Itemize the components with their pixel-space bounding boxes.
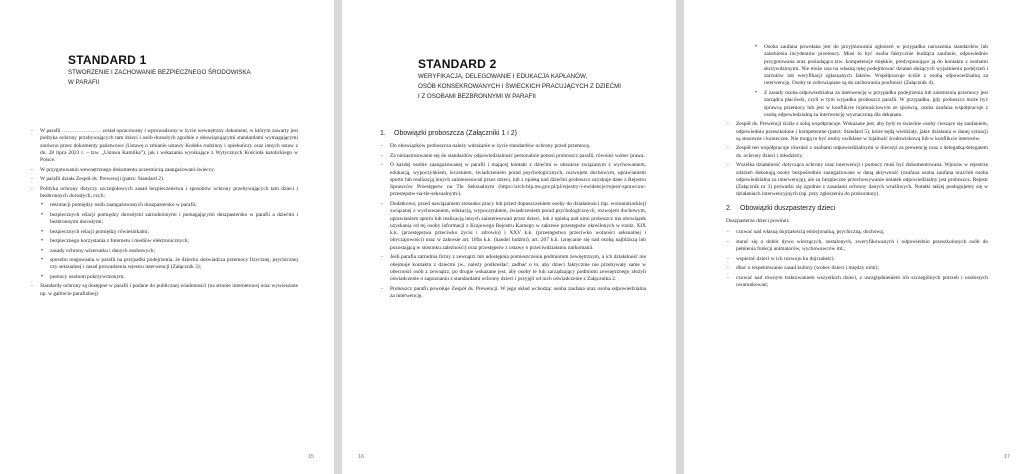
document-page (684, 0, 1024, 474)
bullet-item: • rekrutacji pomiędzy osób zaangażowanych duszpastersko w parafii; (40, 202, 298, 209)
list-item: - czuwać nad równym traktowaniem wszystkich dzieci, z uwzględnieniem ich szczególnych potrzeb i osobistych uwarunkowań; (726, 275, 988, 290)
bullet-item: • zasady ochrony wizerunku i danych osobowych; (40, 248, 298, 255)
list-item: - Standardy ochrony są dostępne w parafii i podane do publicznej wiadomości (na stronie internetowej oraz wywieszone np. w gablocie parafialnej). (30, 283, 298, 298)
list-item: - W parafii działa Zespół ds. Prewencji (patrz: Standard 2). (30, 176, 298, 183)
page-body (30, 128, 298, 300)
page-body (380, 130, 646, 302)
section-heading: 2. Obowiązki duszpasterzy dzieci (726, 204, 836, 212)
standard-title: STANDARD 1 (68, 53, 147, 67)
standard-subtitle: STWORZENIE I ZACHOWANIE BEZPIECZNEGO ŚRODOWISKA W PARAFII (68, 69, 251, 86)
page-number: 16 (358, 454, 365, 460)
bullet-item: • bezpiecznych relacji pomiędzy rówieśnikami; (40, 229, 298, 236)
bullet-item: • sposobu reagowania w parafii na przypadki podejrzenia, że dziecko doświadcza przemocy fizycznej, psychicznej czy seksualnej i zasad prowadzenia rejestru interwencji (Załącznik 3); (40, 257, 298, 272)
standard-subtitle: WERYFIKACJA, DELEGOWANIE I EDUKACJA KAPŁANÓW, OSÓB KONSEKROWANYCH I ŚWIECKICH PRACUJĄCYCH Z DZIEĆMI I Z OSOBAMI BEZBRONNYMI W PARAFII (418, 73, 621, 100)
page-number: 15 (307, 454, 314, 460)
list-item: - Proboszcz parafii powołuje Zespół ds. Prewencji. W jego skład wchodzą: osoba zaufana oraz osoba odpowiedzialna za interwencję. (380, 286, 646, 301)
list-item: - dbać o respektowanie zasad kultury (wobec dzieci i między nimi); (726, 265, 988, 272)
list-item: - Polityka ochrony dotyczy szczegółowych zasad bezpieczeństwa i sposobów ochrony przebywających tam dzieci i bezbronnych dorosłych, czyli: (30, 186, 298, 201)
list-item: - czuwać nad własną dojrzałością emocjonalną, psychiczną, duchową; (726, 229, 988, 236)
bullet-item: • pomocy osobom pokrzywdzonym. (40, 274, 298, 281)
list-item: - Wszelka działalność dotycząca ochrony oraz interwencji i pomocy musi być dokumentowana. Wpisów w rejestrze zdarzeń dokonują osoby bezpośrednio zaangażowane w daną aktywność (zaufana osoba zaufana oraz/lub osoba odpowiedzialna za interwencję), ale za bezpieczne przechowywanie notatek odpowiedzialny jest proboszcz. Rejestr (Załącznik nr 3) prowadzi się zgodnie z zasadami ochrony danych wrażliwych. Notatki takiej posługujemy się w działaniach interwencyjnych (np. przy zgłoszeniu do prokuratury). (726, 162, 988, 198)
list-item: - wspierać dzieci w ich rozwoju ku dojrzałości; (726, 256, 988, 263)
section-heading: 1. Obowiązki proboszcza (Załączniki 1 i 2) (380, 130, 517, 137)
list-item: - Dodatkowo, przed nawiązaniem stosunku pracy lub przed dopuszczeniem osoby do działalności (np. wolontariackiej) związanej z wychowaniem, edukacją, wypoczynkiem, świadczeniem porad psychologicznych, rozwojem duchowym, uprawianiem sportu lub realizacją innych zainteresowań przez dzieci, lub z opieką nad nimi proboszcz ma obowiązek uzyskania od tej osoby informacji z Krajowego Rejestru Karnego w zakresie przestępstw określonych w rozdz. XIX k.k. (przestępstwa przeciwko życiu i zdrowiu) i XXV k.k. (przestępstwa przeciwko wolności seksualnej i obyczajowości) oraz w zakresie art. 189a k.k. (handel ludźmi), art. 207 k.k. (znęcanie się nad osobą najbliższą lub pozostającą w stosunku zależności) oraz przestępstw z ustawy o przeciwdziałaniu narkomanii. (380, 201, 646, 252)
list-item: - Jeśli parafia zatrudnia firmy z zewnątrz lub udostępnia pomieszczenia podmiotom zewnętrznym, a ich działalność nie obejmuje kontaktu z dziećmi jw., należy podkreślać: zadbać o to, aby dzieci faktycznie nie przebywały same w obecności osób z zewnątrz, po drugie wskazane jest, aby osoby te lub zarządzający podmiotu zewnętrznego złożyli oświadczenie o zapoznaniu z standardami ochrony dzieci i przyjęli od nich oświadczenie z Załącznika 2. (380, 254, 646, 283)
list-item: - Zespół ten współpracuje również z osobami odpowiedzialnymi w diecezji za prewencję oraz z delegatką/delegatem ds. ochrony dzieci i młodzieży. (726, 145, 988, 160)
bullet-item: • bezpiecznych relacji pomiędzy dorosłymi zatrudnionymi i pomagającymi duszpastersko w parafii a dziećmi i bezbronnymi dorosłymi; (40, 212, 298, 227)
document-page (0, 0, 334, 474)
bullet-item: • bezpiecznego korzystania z Internetu i mediów elektronicznych; (40, 238, 298, 245)
list-item: - Do obowiązków proboszcza należy wdrażanie w życie standardów ochrony przed przemocą. (380, 143, 646, 150)
list-item: - W parafii …………………. został opracowany i wprowadzony w życie wewnętrzny dokument, w którym zawarty jest polityka ochrony przebywających tam dzieci i osób dorosłych zgodnie z obowiązującymi standardami wymagającymi zarówno przez dokumenty państwowe (Ustawę o zmianie ustawy Kodeks rodzinny i opiekuńczy oraz innych ustaw z dn. 28 lipca 2023 r. – tzw. „Ustawa Kamilka”), jak i wskazania wynikające z Wytycznych Kościoła katolickiego w Polsce. (30, 128, 298, 164)
list-item: - O każdej osobie zaangażowanej w parafii i mającej kontakt z dziećmi w obszarze związanym z wychowaniem, edukacją, wypoczynkiem, leczeniem, świadczeniem porad psychologicznych, rozwojem duchowym, uprawianiem sportu lub realizacją innych zainteresowań przez dzieci, lub z opieką nad dziećmi proboszcz uzyskuje dane z Rejestru Sprawców Przestępstw na Tle Seksualnym (https://arch-bip.ms.gov.pl/pl/rejestry-i-ewidencje/rejestr-sprawcow-przestepstw-na-tle-seksualnym/). (380, 162, 646, 198)
list-item: - Za niezastosowanie się do standardów odpowiedzialność personalnie ponosi proboszcz parafii, również wobec prawa. (380, 153, 646, 160)
document-page (342, 0, 676, 474)
list-item: - W przygotowaniu wewnętrznego dokumentu uczestniczą zaangażowani świeccy. (30, 167, 298, 174)
page-body (726, 44, 988, 291)
bullet-item: • Z zasady osoba odpowiedzialna za interwencję w przypadku podejrzenia lub zaistnienia przemocy jest zarządca placówki, czyli w tym wypadku proboszcz parafii. W przypadku, gdy proboszcz może być sprawcą przemocy lub jest w konflikcie lojalnościowym ze sprawcą, osoba zaufana współpracuje z osobą odpowiedzialną za interwencję wyznaczoną dla dekanatu. (754, 90, 988, 119)
list-item: - Zespół ds. Prewencji ściśle z sobą współpracuje. Wskazane jest, aby były to świeckie osoby cieszące się zaufaniem, odpowiednio przeszkolone i kompetentne (patrz: Standard 5), które będą wiedziały, jakie działania w danej sytuacji są stosowne i konieczne. Nie mogą to być osoby uwikłane w lojalność środowiskową lub w konflikcie interesów. (726, 121, 988, 143)
standard-title: STANDARD 2 (418, 57, 497, 71)
paragraph: Duszpasterze dzieci powinni: (726, 217, 790, 224)
bullet-item: • Osoba zaufana powołana jest do przyjmowania zgłoszeń w przypadku naruszenia standardów lub zaistnienia incydentów przemocy. Musi to być osoba faktycznie budząca zaufanie, odpowiednio przygotowana oraz posiadająca tzw. kompetencje miękkie, predysponujące ją do kontaktu z osobami skrzywdzonymi. Nie może ona na własną rękę podejmować działań służących wyjaśnieniu podejrzeń i zarzutów lub weryfikacji zgłaszanych faktów. Współpracuje ściśle z osobą odpowiedzialną za interwencję. Osoby te zobowiązane są do zachowania poufności (Załącznik 4). (754, 44, 988, 88)
page-number: 17 (1003, 454, 1010, 460)
list-item: - starać się o dobór dywo wierzących, zestalonych, zweryfikowanych i odpowiednio przeszkolonych osób do pełnienia funkcji animatorów, wychowawców itd.; (726, 239, 988, 254)
